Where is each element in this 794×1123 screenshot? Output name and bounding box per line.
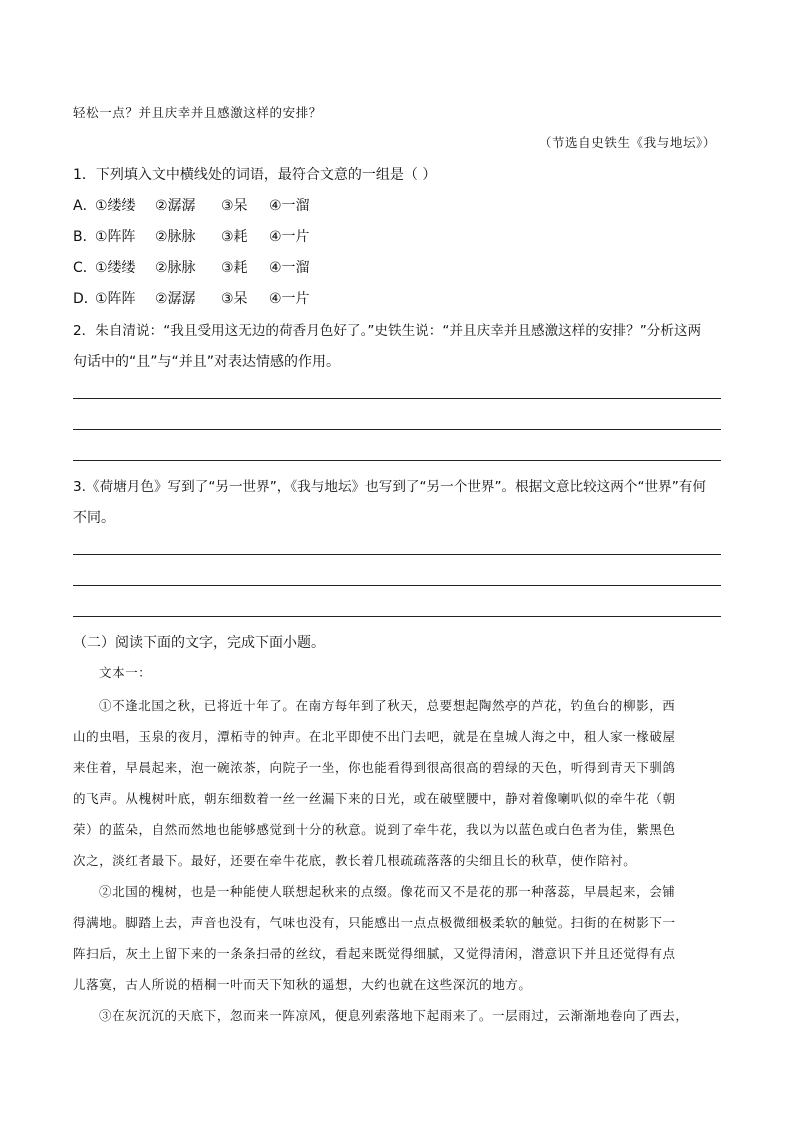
question-2-line-1: 2．朱自清说：“我且受用这无边的荷香月色好了。”史铁生说：“并且庆幸并且感激这样的安排？”分析这两 bbox=[73, 323, 702, 339]
question-3-line-2: 不同。 bbox=[73, 510, 115, 526]
intro-tail-text: 轻松一点？并且庆幸并且感激这样的安排？ bbox=[73, 105, 322, 120]
option-item: ③呆 bbox=[221, 198, 248, 214]
option-item: ②脉脉 bbox=[155, 229, 196, 245]
paragraph-line: 来住着，早晨起来，泡一碗浓茶，向院子一坐，你也能看得到很高很高的碧绿的天色，听得到青天下驯鸽 bbox=[73, 760, 676, 775]
answer-line[interactable] bbox=[73, 616, 721, 617]
option-item: ①阵阵 bbox=[95, 229, 136, 245]
paragraph-line: 阵扫后，灰土上留下来的一条条扫帚的丝纹，看起来既觉得细腻，又觉得清闲，潜意识下并且还觉得有点 bbox=[73, 946, 676, 961]
paragraph-3 bbox=[73, 1000, 723, 1031]
option-letter: C． bbox=[73, 260, 97, 276]
text-1-label: 文本一： bbox=[99, 665, 152, 680]
paragraph-line: 的飞声。从槐树叶底，朝东细数着一丝一丝漏下来的日光，或在破壁腰中，静对着像喇叭似的牵牛花（朝 bbox=[73, 791, 676, 806]
option-a bbox=[73, 196, 310, 216]
option-b bbox=[73, 227, 310, 247]
option-item: ④一溜 bbox=[269, 198, 310, 214]
paragraph-line: 得满地。脚踏上去，声音也没有，气味也没有，只能感出一点点极微细极柔软的触觉。扫街的在树影下一 bbox=[73, 915, 676, 930]
question-2-line-2: 句话中的“且”与“并且”对表达情感的作用。 bbox=[73, 354, 341, 370]
option-letter: A． bbox=[73, 198, 97, 214]
option-letter: B． bbox=[73, 229, 97, 245]
section-2-heading: （二）阅读下面的文字，完成下面小题。 bbox=[73, 635, 325, 651]
answer-line[interactable] bbox=[73, 398, 721, 399]
option-letter: D． bbox=[73, 291, 98, 307]
paragraph-line: 荣）的蓝朵，自然而然地也能够感觉到十分的秋意。说到了牵牛花，我以为以蓝色或白色者为佳，紫黑色 bbox=[73, 822, 676, 837]
paragraph-1 bbox=[73, 690, 723, 876]
answer-line[interactable] bbox=[73, 585, 721, 586]
answer-line[interactable] bbox=[73, 554, 721, 555]
option-item: ①阵阵 bbox=[95, 291, 136, 307]
option-item: ②潺潺 bbox=[155, 291, 196, 307]
option-c bbox=[73, 258, 310, 278]
option-d bbox=[73, 289, 310, 309]
option-item: ③呆 bbox=[221, 291, 248, 307]
option-item: ④一片 bbox=[269, 291, 310, 307]
question-1-stem: 1．下列填入文中横线处的词语，最符合文意的一组是（ ） bbox=[73, 167, 437, 183]
option-item: ④一溜 bbox=[269, 260, 310, 276]
answer-line[interactable] bbox=[73, 429, 721, 430]
paragraph-line: 山的虫唱，玉泉的夜月，潭柘寺的钟声。在北平即使不出门去吧，就是在皇城人海之中，租人家一椽破屋 bbox=[73, 729, 676, 744]
option-item: ②脉脉 bbox=[155, 260, 196, 276]
option-item: ③耗 bbox=[221, 260, 248, 276]
answer-line[interactable] bbox=[73, 460, 721, 461]
paragraph-line: 儿落寞，古人所说的梧桐一叶而天下知秋的遥想，大约也就在这些深沉的地方。 bbox=[73, 977, 532, 992]
option-item: ④一片 bbox=[269, 229, 310, 245]
question-3-line-1: 3.《荷塘月色》写到了“另一世界”，《我与地坛》也写到了“另一个世界”。根据文意比较这两个“世界”有何 bbox=[73, 479, 706, 495]
option-item: ③耗 bbox=[221, 229, 248, 245]
paragraph-line: ③在灰沉沉的天底下，忽而来一阵凉风，便息列索落地下起雨来了。一层雨过，云渐渐地卷向了西去， bbox=[99, 1008, 689, 1023]
paragraph-line: ②北国的槐树，也是一种能使人联想起秋来的点缀。像花而又不是花的那一种落蕊，早晨起来，会铺 bbox=[99, 884, 676, 899]
option-item: ②潺潺 bbox=[155, 198, 196, 214]
paragraph-2 bbox=[73, 876, 723, 1000]
paragraph-line: ①不逢北国之秋，已将近十年了。在南方每年到了秋天，总要想起陶然亭的芦花，钓鱼台的柳影，西 bbox=[99, 698, 676, 713]
option-item: ①缕缕 bbox=[95, 198, 136, 214]
paragraph-line: 次之，淡红者最下。最好，还要在牵牛花底，教长着几根疏疏落落的尖细且长的秋草，使作陪衬。 bbox=[73, 853, 637, 868]
source-note: （节选自史铁生《我与地坛》） bbox=[538, 135, 716, 150]
option-item: ①缕缕 bbox=[95, 260, 136, 276]
